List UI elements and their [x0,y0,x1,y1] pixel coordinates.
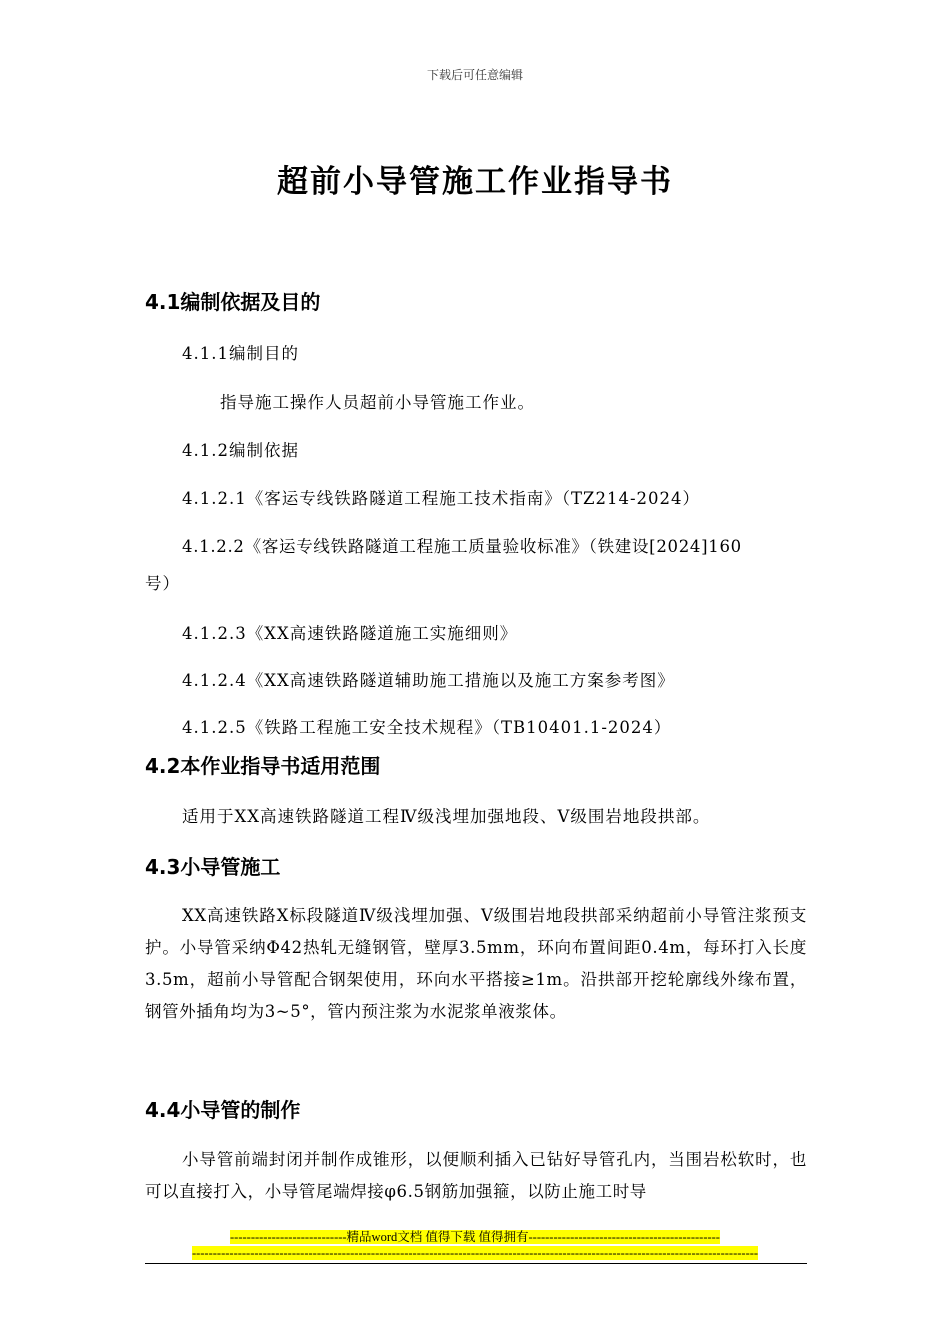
section-heading-4-4: 4.4小导管的制作 [145,1098,301,1122]
reference-item: 4.1.2.2《客运专线铁路隧道工程施工质量验收标准》（铁建设[2024]160 [182,537,742,556]
reference-item-continuation: 号） [145,574,180,593]
fabrication-paragraph: 小导管前端封闭并制作成锥形，以便顺利插入已钻好导管孔内，当围岩松软时，也可以直接打入，小导管尾端焊接φ6.5钢筋加强箍，以防止施工时导 [145,1150,807,1201]
reference-item: 4.1.2.3《XX高速铁路隧道施工实施细则》 [182,624,518,643]
scope-text: 适用于XX高速铁路隧道工程Ⅳ级浅埋加强地段、Ⅴ级围岩地段拱部。 [182,807,711,826]
subheading-4-1-1: 4.1.1编制目的 [182,344,299,363]
purpose-text: 指导施工操作人员超前小导管施工作业。 [220,393,535,412]
footer-banner-text: ----------------------------精品word文档 值得下载 值得拥有---------------------------------------------- [230,1230,720,1244]
document-title: 超前小导管施工作业指导书 [277,164,673,200]
footer-banner-dashes: ---------------------------------------------------------------------------------------------------------------------------------------- [191,1246,759,1260]
subheading-4-1-2: 4.1.2编制依据 [182,441,299,460]
reference-item: 4.1.2.4《XX高速铁路隧道辅助施工措施以及施工方案参考图》 [182,671,675,690]
reference-item: 4.1.2.5《铁路工程施工安全技术规程》（TB10401.1-2024） [182,718,672,737]
section-heading-4-3: 4.3小导管施工 [145,855,281,879]
construction-paragraph: XX高速铁路X标段隧道Ⅳ级浅埋加强、Ⅴ级围岩地段拱部采纳超前小导管注浆预支护。小导管采纳Φ42热轧无缝钢管，壁厚3.5mm，环向布置间距0.4m，每环打入长度3.5m，超前小导管配合钢架使用，环向水平搭接≥1m。沿拱部开挖轮廓线外缘布置，钢管外插角均为3~5°，管内预注浆为水泥浆单液浆体。 [145,906,807,1021]
footer-rule [145,1263,807,1264]
section-heading-4-2: 4.2本作业指导书适用范围 [145,754,381,778]
header-note: 下载后可任意编辑 [426,68,523,82]
section-heading-4-1: 4.1编制依据及目的 [145,290,321,314]
footer-banner-line-2 [0,1244,950,1262]
reference-item: 4.1.2.1《客运专线铁路隧道工程施工技术指南》（TZ214-2024） [182,489,701,508]
